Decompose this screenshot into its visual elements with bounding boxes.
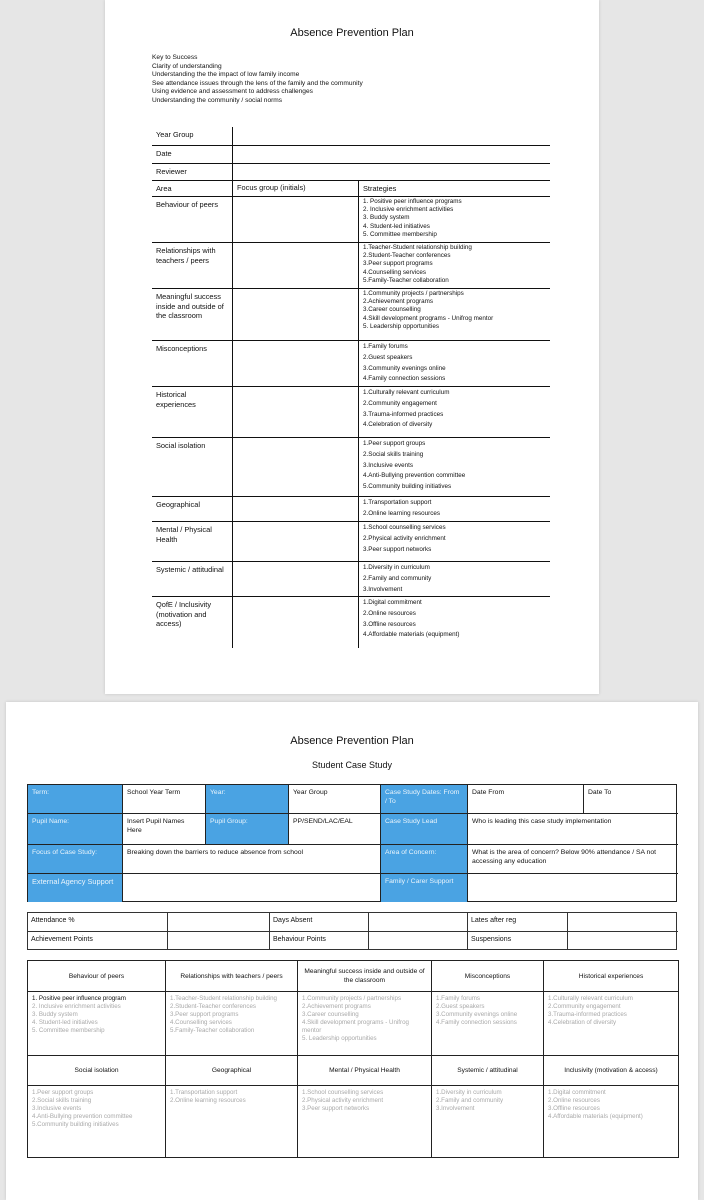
strategy-item: 1.Diversity in curriculum <box>363 564 430 571</box>
strategy-item: 3.Community evenings online <box>363 364 446 372</box>
strategy-item: 5. Leadership opportunities <box>363 322 439 330</box>
grid-header: Systemic / attitudinal <box>432 1056 544 1086</box>
strategy-item: 4.Celebration of diversity <box>363 421 433 429</box>
list-item: 4.Affordable materials (equipment) <box>548 1113 643 1121</box>
table-row <box>152 597 550 642</box>
strategy-item: 2.Social skills training <box>363 450 424 458</box>
list-item: 2.Student-Teacher conferences <box>170 1003 256 1011</box>
behaviour-label: Behaviour Points <box>270 932 369 950</box>
list-item: 2.Social skills training <box>32 1097 92 1105</box>
list-item: 4.Anti-Bullying prevention committee <box>32 1113 133 1121</box>
table-row <box>152 341 550 387</box>
focus-group-cell[interactable] <box>232 289 358 340</box>
pupil-name-label: Pupil Name: <box>28 814 123 845</box>
key-line: Using evidence and assessment to address challenges <box>152 88 313 96</box>
list-item: 1.Family forums <box>436 995 481 1002</box>
focus-group-cell[interactable] <box>232 562 358 596</box>
plan-page <box>105 0 599 694</box>
plan-table <box>152 127 550 648</box>
strategy-item: 1.Digital commitment <box>363 599 422 606</box>
table-row <box>152 438 550 497</box>
attendance-label: Attendance % <box>28 913 168 932</box>
strategy-item: 1.Teacher-Student relationship building <box>363 244 472 251</box>
strategy-item: 5.Family-Teacher collaboration <box>363 276 449 284</box>
area-cell: Social isolation <box>156 441 206 450</box>
grid-cell <box>544 992 678 1056</box>
days-absent-label: Days Absent <box>270 913 369 932</box>
case-study-info-table <box>27 784 677 902</box>
strategy-item: 4.Skill development programs - Unifrog mentor <box>363 314 494 322</box>
list-item: 5. Committee membership <box>32 1027 105 1035</box>
strategy-item: 2.Guest speakers <box>363 353 413 361</box>
area-cell: Historical experiences <box>156 390 196 409</box>
area-cell: Systemic / attitudinal <box>156 565 224 574</box>
list-item: 2.Online resources <box>548 1097 600 1105</box>
reviewer-field[interactable] <box>232 164 550 180</box>
grid-cell <box>544 1086 678 1157</box>
suspensions-field[interactable] <box>568 932 678 950</box>
list-item: 1.Transportation support <box>170 1089 238 1096</box>
focus-label: Focus of Case Study: <box>28 845 123 874</box>
date-to-field[interactable]: Date To <box>584 785 678 814</box>
year-field[interactable]: Year Group <box>289 785 381 814</box>
key-to-success <box>152 54 363 106</box>
strategies-cell <box>358 387 550 437</box>
strategy-item: 3. Buddy system <box>363 214 410 222</box>
date-field[interactable] <box>232 146 550 163</box>
list-item: 1.School counselling services <box>302 1089 384 1096</box>
focus-group-cell[interactable] <box>232 497 358 521</box>
strategy-item: 3.Peer support programs <box>363 260 433 268</box>
area-cell: Misconceptions <box>156 344 207 353</box>
list-item: 3.Peer support programs <box>170 1011 239 1019</box>
suspensions-label: Suspensions <box>468 932 568 950</box>
list-item: 2.Achievement programs <box>302 1003 371 1011</box>
strategy-item: 1.Culturally relevant curriculum <box>363 389 450 396</box>
grid-header: Inclusivity (motivation & access) <box>544 1056 678 1086</box>
grid-header: Meaningful success inside and outside of the classroom <box>298 961 432 992</box>
area-cell: Geographical <box>156 500 200 509</box>
list-item: 1.Teacher-Student relationship building <box>170 995 277 1002</box>
field-label: Reviewer <box>156 167 187 176</box>
grid-header: Geographical <box>166 1056 298 1086</box>
key-line: Key to Success <box>152 54 198 61</box>
table-row <box>152 243 550 289</box>
case-study-lead-field[interactable]: Who is leading this case study implementation <box>468 814 678 845</box>
grid-cell <box>432 1086 544 1157</box>
list-item: 2. Inclusive enrichment activities <box>32 1003 121 1011</box>
behaviour-field[interactable] <box>369 932 468 950</box>
list-item: 1.Digital commitment <box>548 1089 606 1096</box>
grid-header: Relationships with teachers / peers <box>166 961 298 992</box>
list-item: 3.Peer support networks <box>302 1105 370 1113</box>
grid-header: Historical experiences <box>544 961 678 992</box>
grid-cell <box>28 1086 166 1157</box>
days-absent-field[interactable] <box>369 913 468 932</box>
strategy-item: 5.Community building initiatives <box>363 483 452 491</box>
list-item: 5.Family-Teacher collaboration <box>170 1027 255 1035</box>
achievement-field[interactable] <box>168 932 270 950</box>
strategies-header: Strategies <box>358 181 550 196</box>
strategy-item: 4.Affordable materials (equipment) <box>363 631 460 639</box>
list-item: 4.Counselling services <box>170 1019 232 1027</box>
area-cell: Relationships with teachers / peers <box>156 246 216 265</box>
strategies-cell <box>358 243 550 288</box>
strategy-item: 2.Online resources <box>363 609 416 617</box>
grid-header: Misconceptions <box>432 961 544 992</box>
page-subtitle: Student Case Study <box>311 760 393 770</box>
list-item: 2.Community engagement <box>548 1003 621 1011</box>
strategy-item: 4.Anti-Bullying prevention committee <box>363 472 466 480</box>
external-agency-label: External Agency Support <box>28 874 123 902</box>
strategy-item: 3.Trauma-informed practices <box>363 410 444 418</box>
strategies-cell <box>358 438 550 496</box>
date-from-field[interactable]: Date From <box>468 785 584 814</box>
year-label: Year: <box>206 785 289 814</box>
focus-group-header: Focus group (initials) <box>232 181 358 196</box>
list-item: 3.Inclusive events <box>32 1105 82 1113</box>
case-study-page <box>6 702 698 1200</box>
strategy-item: 3.Involvement <box>363 585 403 593</box>
strategy-item: 2.Achievement programs <box>363 298 433 306</box>
list-item: 1.Community projects / partnerships <box>302 995 402 1002</box>
list-item: 4.Celebration of diversity <box>548 1019 617 1027</box>
focus-group-cell[interactable] <box>232 387 358 437</box>
strategies-cell <box>358 497 550 521</box>
year-group-field[interactable] <box>232 127 550 145</box>
list-item: 3.Involvement <box>436 1105 475 1113</box>
strategy-item: 1.School counselling services <box>363 524 446 531</box>
grid-cell <box>166 992 298 1056</box>
list-item: 2.Family and community <box>436 1097 504 1105</box>
case-study-dates-label: Case Study Dates: From / To <box>381 785 468 814</box>
strategy-item: 3.Inclusive events <box>363 461 414 469</box>
family-carer-label: Family / Carer Support <box>381 874 468 902</box>
table-row <box>152 562 550 597</box>
key-line: See attendance issues through the lens of the family and the community <box>152 79 363 87</box>
list-item: 2.Physical activity enrichment <box>302 1097 384 1105</box>
lates-label: Lates after reg <box>468 913 568 932</box>
grid-cell <box>298 992 432 1056</box>
strategy-item: 1. Positive peer influence programs <box>363 198 462 205</box>
term-label: Term: <box>28 785 123 814</box>
focus-group-cell[interactable] <box>232 522 358 561</box>
lates-field[interactable] <box>568 913 678 932</box>
strategies-cell <box>358 562 550 596</box>
attendance-field[interactable] <box>168 913 270 932</box>
pupil-name-field[interactable]: Insert Pupil Names Here <box>123 814 206 845</box>
list-item: 5.Community building initiatives <box>32 1121 119 1129</box>
table-row <box>152 387 550 438</box>
list-item: 4.Family connection sessions <box>436 1019 517 1027</box>
field-label: Date <box>156 149 172 158</box>
list-item: 2.Guest speakers <box>436 1003 485 1011</box>
list-item: 4. Student-led initiatives <box>32 1019 98 1027</box>
area-cell: Behaviour of peers <box>156 200 219 209</box>
grid-header: Behaviour of peers <box>28 961 166 992</box>
external-agency-field[interactable] <box>123 874 381 902</box>
achievement-label: Achievement Points <box>28 932 168 950</box>
strategy-item: 2.Online learning resources <box>363 509 441 517</box>
grid-header: Social isolation <box>28 1056 166 1086</box>
grid-cell <box>28 992 166 1056</box>
strategy-item: 4. Student-led initiatives <box>363 222 430 230</box>
list-item: 4.Skill development programs - Unifrog mentor <box>302 1019 409 1035</box>
focus-group-cell[interactable] <box>232 197 358 242</box>
focus-group-cell[interactable] <box>232 243 358 288</box>
pupil-group-field[interactable]: PP/SEND/LAC/EAL <box>289 814 381 845</box>
strategies-cell <box>358 597 550 642</box>
list-item: 1.Diversity in curriculum <box>436 1089 502 1096</box>
grid-header: Mental / Physical Health <box>298 1056 432 1086</box>
strategy-item: 1.Family forums <box>363 343 408 350</box>
grid-cell <box>298 1086 432 1157</box>
area-of-concern-label: Area of Concern: <box>381 845 468 874</box>
list-item: 1.Peer support groups <box>32 1089 94 1096</box>
family-carer-field[interactable] <box>468 874 678 902</box>
list-item: 5. Leadership opportunities <box>302 1035 377 1043</box>
strategy-item: 2.Physical activity enrichment <box>363 534 446 542</box>
key-line: Clarity of understanding <box>152 62 222 70</box>
grid-cell <box>166 1086 298 1157</box>
field-row-reviewer <box>152 164 550 181</box>
list-item: 1.Culturally relevant curriculum <box>548 995 633 1002</box>
table-row <box>152 497 550 522</box>
list-item: 3. Buddy system <box>32 1011 78 1019</box>
key-line: Understanding the the impact of low family income <box>152 71 300 79</box>
table-row <box>152 289 550 341</box>
field-row-date <box>152 146 550 164</box>
focus-group-cell[interactable] <box>232 597 358 642</box>
strategy-item: 1.Peer support groups <box>363 440 426 447</box>
strategy-item: 2.Family and community <box>363 574 432 582</box>
strategy-item: 2.Student-Teacher conferences <box>363 252 451 260</box>
strategy-item: 3.Peer support networks <box>363 545 432 553</box>
strategy-item: 3.Offline resources <box>363 620 416 628</box>
table-row <box>152 197 550 243</box>
area-header: Area <box>156 184 172 193</box>
list-item: 3.Offline resources <box>548 1105 600 1113</box>
strategies-cell <box>358 522 550 561</box>
focus-field[interactable]: Breaking down the barriers to reduce absence from school <box>123 845 381 874</box>
field-row-year-group <box>152 127 550 146</box>
focus-group-cell[interactable] <box>232 341 358 386</box>
list-item: 3.Community evenings online <box>436 1011 518 1019</box>
strategy-item: 5. Committee membership <box>363 230 437 238</box>
term-field[interactable]: School Year Term <box>123 785 206 814</box>
list-item: 3.Career counselling <box>302 1011 359 1019</box>
strategy-item: 1.Transportation support <box>363 499 432 506</box>
page-title: Absence Prevention Plan <box>290 27 414 39</box>
area-of-concern-field[interactable]: What is the area of concern? Below 90% attendance / SA not accessing any education <box>468 845 678 874</box>
strategy-item: 4.Family connection sessions <box>363 375 446 383</box>
strategies-cell <box>358 341 550 386</box>
field-label: Year Group <box>156 130 194 139</box>
table-row <box>152 522 550 562</box>
key-line: Understanding the community / social norms <box>152 96 283 104</box>
strategy-item: 2. Inclusive enrichment activities <box>363 206 454 214</box>
strategy-item: 4.Counselling services <box>363 268 426 276</box>
attendance-stats-table <box>27 912 677 950</box>
list-item: 1. Positive peer influence program <box>32 995 126 1002</box>
case-study-lead-label: Case Study Lead <box>381 814 468 845</box>
area-cell: Meaningful success inside and outside of the classroom <box>156 292 224 321</box>
strategy-item: 1.Community projects / partnerships <box>363 290 464 297</box>
area-cell: QofE / Inclusivity (motivation and access) <box>156 600 212 629</box>
strategy-grid <box>27 960 679 1158</box>
table-divider-tail <box>152 642 550 648</box>
focus-group-cell[interactable] <box>232 438 358 496</box>
list-item: 2.Online learning resources <box>170 1097 246 1105</box>
strategy-item: 2.Community engagement <box>363 399 437 407</box>
area-cell: Mental / Physical Health <box>156 525 212 544</box>
strategies-cell <box>358 289 550 340</box>
pupil-group-label: Pupil Group: <box>206 814 289 845</box>
strategies-cell <box>358 197 550 242</box>
grid-cell <box>432 992 544 1056</box>
table-header-row <box>152 181 550 197</box>
page-title: Absence Prevention Plan <box>290 735 414 747</box>
strategy-item: 3.Career counselling <box>363 306 421 314</box>
list-item: 3.Trauma-informed practices <box>548 1011 627 1019</box>
